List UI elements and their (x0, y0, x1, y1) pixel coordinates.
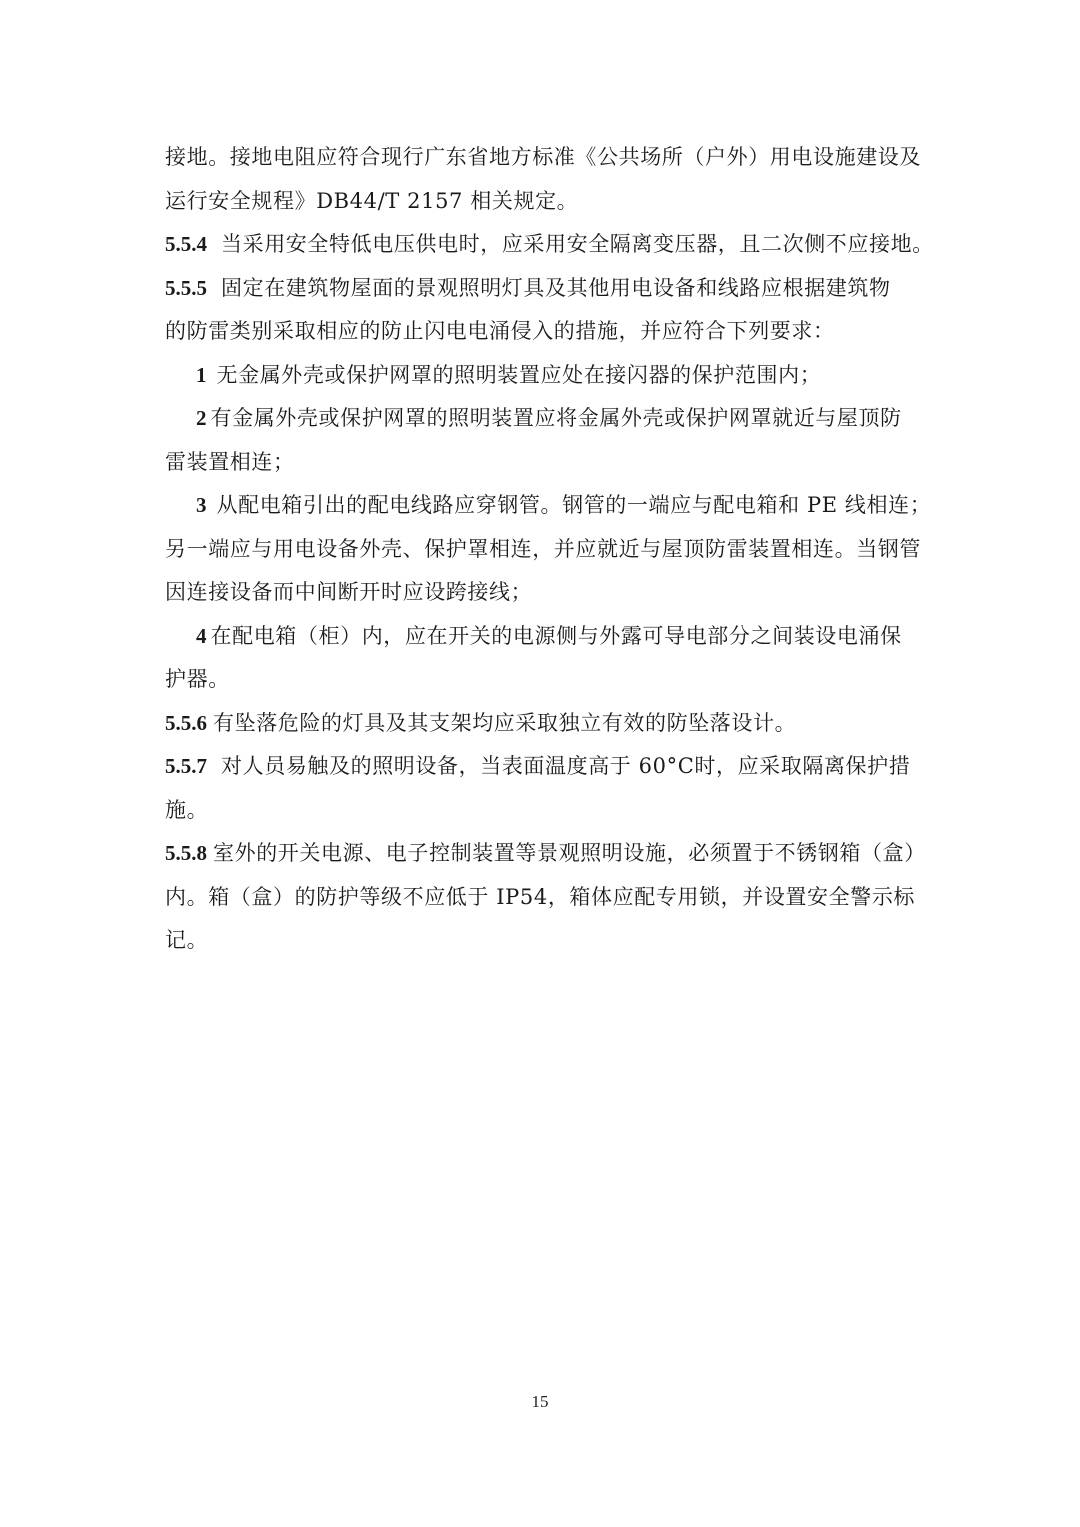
item-text-line: 另一端应与用电设备外壳、保护罩相连，并应就近与屋顶防雷装置相连。当钢管 (165, 536, 921, 561)
item-number: 3 (196, 493, 207, 517)
clause-text: 有坠落危险的灯具及其支架均应采取独立有效的防坠落设计。 (213, 710, 797, 735)
clause-5-5-6 (165, 702, 915, 746)
item-text-line: 护器。 (165, 667, 230, 691)
clause-text: 当采用安全特低电压供电时，应采用安全隔离变压器，且二次侧不应接地。 (221, 232, 934, 256)
clause-number: 5.5.4 (165, 232, 207, 256)
clause-number: 5.5.7 (165, 754, 207, 778)
clause-text: 固定在建筑物屋面的景观照明灯具及其他用电设备和线路应根据建筑物 (221, 275, 891, 300)
item-text-line: 雷装置相连； (165, 449, 295, 474)
item-text: 从配电箱引出的配电线路应穿钢管。钢管的一端应与配电箱和 PE 线相连； (216, 493, 932, 517)
item-text-line: 因连接设备而中间断开时应设跨接线； (165, 580, 533, 604)
paragraph-line: 运行安全规程》DB44/T 2157 相关规定。 (165, 188, 579, 213)
clause-text-line: 施。 (165, 797, 209, 822)
clause-number: 5.5.5 (165, 275, 207, 300)
clause-number: 5.5.8 (165, 841, 207, 865)
paragraph-line: 接地。接地电阻应符合现行广东省地方标准《公共场所（户外）用电设施建设及 (165, 145, 921, 169)
clause-number: 5.5.6 (165, 710, 207, 735)
item-text: 无金属外壳或保护网罩的照明装置应处在接闪器的保护范围内； (216, 362, 822, 387)
clause-text-line: 内。箱（盒）的防护等级不应低于 IP54，箱体应配专用锁，并设置安全警示标 (165, 884, 916, 909)
clause-text-line: 的防雷类别采取相应的防止闪电电涌侵入的措施，并应符合下列要求： (165, 319, 835, 343)
item-number: 4 (196, 623, 207, 648)
clause-5-5-8 (165, 832, 926, 876)
clause-5-5-4 (165, 223, 934, 267)
document-body (165, 136, 934, 963)
item-number: 2 (196, 406, 207, 430)
list-item-4 (165, 615, 915, 659)
list-item-3 (165, 484, 932, 528)
clause-5-5-5 (165, 267, 915, 311)
clause-text: 室外的开关电源、电子控制装置等景观照明设施，必须置于不锈钢箱（盒） (213, 841, 926, 865)
list-item-2 (165, 397, 915, 441)
item-text: 在配电箱（柜）内，应在开关的电源侧与外露可导电部分之间装设电涌保 (210, 623, 902, 648)
page-number: 15 (531, 1392, 549, 1411)
list-item-1 (165, 354, 915, 398)
clause-5-5-7 (165, 745, 915, 789)
clause-text-line: 记。 (165, 928, 209, 952)
item-number: 1 (196, 362, 207, 387)
clause-text: 对人员易触及的照明设备，当表面温度高于 60°C时，应采取隔离保护措 (221, 754, 911, 778)
item-text: 有金属外壳或保护网罩的照明装置应将金属外壳或保护网罩就近与屋顶防 (210, 406, 902, 430)
